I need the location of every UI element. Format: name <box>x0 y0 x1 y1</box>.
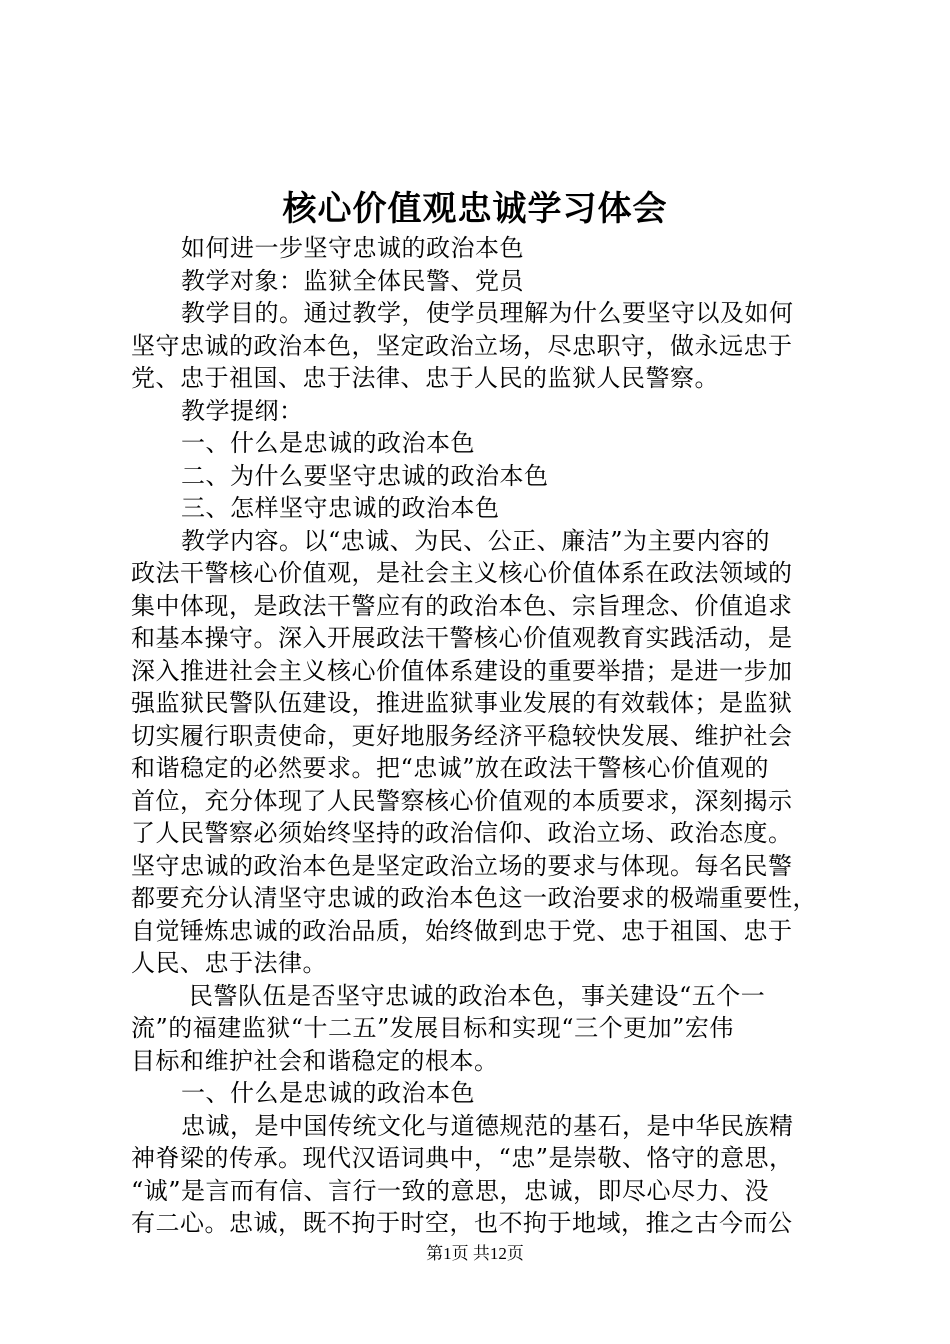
body-line: “诚”是言而有信、言行一致的意思，忠诚，即尽心尽力、没 <box>131 1176 770 1205</box>
body-line: 如何进一步坚守忠诚的政治本色 <box>181 234 524 262</box>
body-line: 集中体现，是政法干警应有的政治本色、宗旨理念、价值追求 <box>131 591 793 620</box>
body-line: 坚守忠诚的政治本色是坚定政治立场的要求与体现。每名民警 <box>131 851 793 880</box>
body-line: 都要充分认清坚守忠诚的政治本色这一政治要求的极端重要性， <box>131 884 817 912</box>
body-line: 深入推进社会主义核心价值体系建设的重要举措；是进一步加 <box>131 656 793 685</box>
body-line: 一、什么是忠诚的政治本色 <box>181 429 475 457</box>
body-line: 流”的福建监狱“十二五”发展目标和实现“三个更加”宏伟 <box>131 1014 734 1042</box>
body-line: 教学内容。以“忠诚、为民、公正、廉洁”为主要内容的 <box>181 526 771 555</box>
body-line: 首位，充分体现了人民警察核心价值观的本质要求，深刻揭示 <box>131 786 793 815</box>
document-title: 核心价值观忠诚学习体会 <box>282 189 668 229</box>
page-footer: 第1页 共12页 <box>426 1244 524 1263</box>
body-line: 强监狱民警队伍建设，推进监狱事业发展的有效载体；是监狱 <box>131 689 793 717</box>
body-line: 忠诚，是中国传统文化与道德规范的基石，是中华民族精 <box>181 1111 794 1140</box>
body-line: 三、怎样坚守忠诚的政治本色 <box>181 494 500 522</box>
body-line: 人民、忠于法律。 <box>131 949 327 977</box>
body-line: 政法干警核心价值观，是社会主义核心价值体系在政法领域的 <box>131 559 793 587</box>
body-line: 一、什么是忠诚的政治本色 <box>181 1079 475 1107</box>
body-line: 自觉锤炼忠诚的政治品质，始终做到忠于党、忠于祖国、忠于 <box>131 916 793 945</box>
body-line: 坚守忠诚的政治本色，坚定政治立场，尽忠职守，做永远忠于 <box>131 331 793 360</box>
document-body <box>131 232 831 1240</box>
body-line: 教学对象：监狱全体民警、党员 <box>181 266 524 295</box>
body-line: 党、忠于祖国、忠于法律、忠于人民的监狱人民警察。 <box>131 364 719 392</box>
body-line: 教学提纲： <box>181 396 304 425</box>
body-line: 民警队伍是否坚守忠诚的政治本色，事关建设“五个一 <box>189 981 766 1010</box>
body-line: 和基本操守。深入开展政法干警核心价值观教育实践活动，是 <box>131 624 793 652</box>
body-line: 目标和维护社会和谐稳定的根本。 <box>131 1046 499 1075</box>
body-line: 和谐稳定的必然要求。把“忠诚”放在政法干警核心价值观的 <box>131 754 770 782</box>
body-line: 有二心。忠诚，既不拘于时空，也不拘于地域，推之古今而公 <box>131 1209 793 1237</box>
body-line: 教学目的。通过教学，使学员理解为什么要坚守以及如何 <box>181 299 794 327</box>
body-line: 神脊梁的传承。现代汉语词典中，“忠”是崇敬、恪守的意思， <box>131 1144 794 1172</box>
body-line: 二、为什么要坚守忠诚的政治本色 <box>181 461 549 490</box>
body-line: 切实履行职责使命，更好地服务经济平稳较快发展、维护社会 <box>131 721 793 750</box>
body-line: 了人民警察必须始终坚持的政治信仰、政治立场、政治态度。 <box>131 819 793 847</box>
